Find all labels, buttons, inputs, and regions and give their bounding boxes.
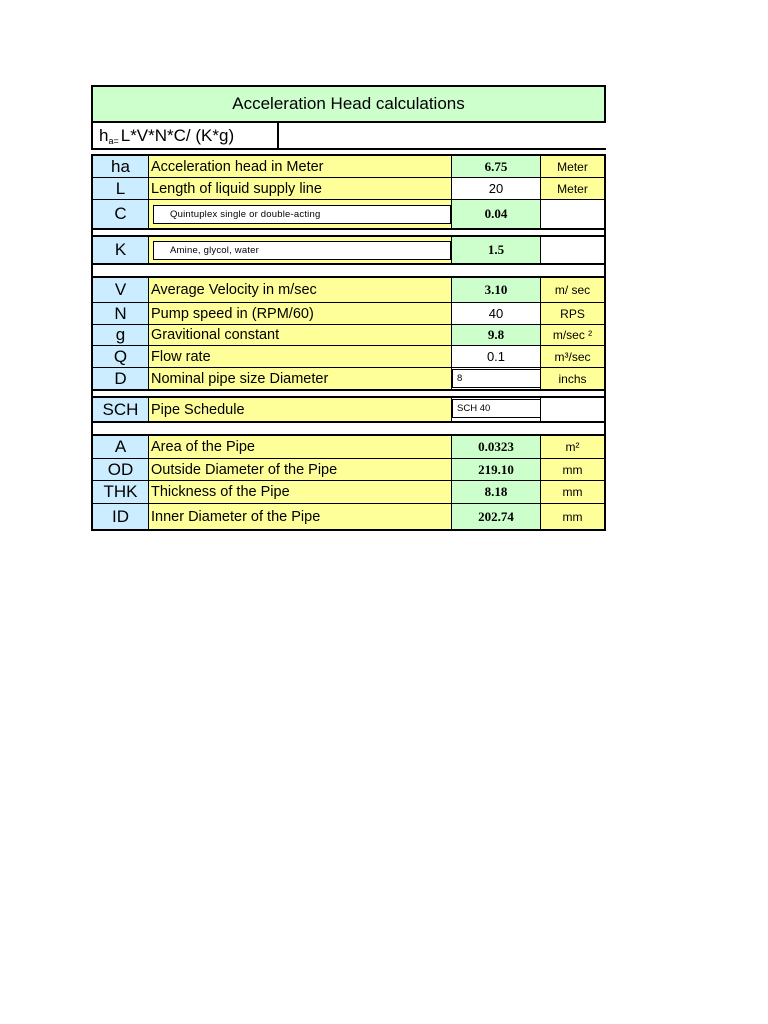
row-THK (93, 481, 604, 504)
row-A (93, 436, 604, 459)
symbol-cell: SCH (93, 398, 149, 421)
formula-cell (93, 123, 279, 148)
value-cell: 0.0323 (452, 436, 541, 458)
formula-h: h (99, 125, 109, 145)
description-cell: Thickness of the Pipe (149, 481, 452, 503)
length-input[interactable]: 20 (452, 178, 541, 199)
description-cell: Flow rate (149, 346, 452, 367)
value-cell: 6.75 (452, 156, 541, 177)
row-g (93, 325, 604, 346)
row-V (93, 278, 604, 303)
symbol-cell: THK (93, 481, 149, 503)
unit-cell: m³/sec (541, 346, 604, 367)
group-head (91, 154, 606, 230)
row-Q (93, 346, 604, 368)
row-ha (93, 156, 604, 178)
symbol-cell: V (93, 278, 149, 302)
unit-cell (541, 237, 604, 263)
value-cell: 8.18 (452, 481, 541, 503)
description-cell: Pump speed in (RPM/60) (149, 303, 452, 324)
unit-cell: mm (541, 481, 604, 503)
symbol-cell: A (93, 436, 149, 458)
group-schedule (91, 396, 606, 423)
value-cell (452, 398, 541, 421)
symbol-cell: g (93, 325, 149, 345)
group-k (91, 235, 606, 265)
symbol-cell: N (93, 303, 149, 324)
unit-cell: Meter (541, 156, 604, 177)
unit-cell: inchs (541, 368, 604, 389)
symbol-cell: Q (93, 346, 149, 367)
description-cell (149, 237, 452, 263)
value-cell: 9.8 (452, 325, 541, 345)
unit-cell (541, 398, 604, 421)
value-cell (452, 368, 541, 389)
row-L (93, 178, 604, 200)
row-C (93, 200, 604, 228)
group-flow (91, 276, 606, 391)
description-cell: Average Velocity in m/sec (149, 278, 452, 302)
row-N (93, 303, 604, 325)
value-cell: 219.10 (452, 459, 541, 480)
unit-cell: m/ sec (541, 278, 604, 302)
description-cell: Inner Diameter of the Pipe (149, 504, 452, 529)
flow-rate-input[interactable]: 0.1 (452, 346, 541, 367)
pump-speed-input[interactable]: 40 (452, 303, 541, 324)
group-pipe (91, 434, 606, 531)
value-cell: 0.04 (452, 200, 541, 228)
unit-cell (541, 200, 604, 228)
pipe-size-dropdown[interactable]: 8 (452, 369, 541, 388)
description-cell: Acceleration head in Meter (149, 156, 452, 177)
unit-cell: RPS (541, 303, 604, 324)
symbol-cell: OD (93, 459, 149, 480)
row-K (93, 237, 604, 263)
value-cell: 202.74 (452, 504, 541, 529)
description-cell: Nominal pipe size Diameter (149, 368, 452, 389)
unit-cell: Meter (541, 178, 604, 199)
row-ID (93, 504, 604, 529)
pipe-schedule-dropdown[interactable]: SCH 40 (452, 399, 541, 418)
unit-cell: mm (541, 504, 604, 529)
formula-expression: L*V*N*C/ (K*g) (120, 125, 235, 145)
description-cell: Area of the Pipe (149, 436, 452, 458)
symbol-cell: ha (93, 156, 149, 177)
symbol-cell: D (93, 368, 149, 389)
liquid-type-dropdown[interactable]: Amine, glycol, water (153, 241, 451, 260)
description-cell: Pipe Schedule (149, 398, 452, 421)
description-cell: Gravitional constant (149, 325, 452, 345)
symbol-cell: C (93, 200, 149, 228)
value-cell: 1.5 (452, 237, 541, 263)
description-cell: Outside Diameter of the Pipe (149, 459, 452, 480)
unit-cell: mm (541, 459, 604, 480)
formula-subscript: a= (108, 135, 119, 146)
sheet-title: Acceleration Head calculations (91, 85, 606, 123)
description-cell: Length of liquid supply line (149, 178, 452, 199)
formula-row (91, 123, 606, 150)
unit-cell: m² (541, 436, 604, 458)
calculation-sheet (91, 85, 606, 531)
description-cell (149, 200, 452, 228)
row-OD (93, 459, 604, 481)
row-D (93, 368, 604, 389)
value-cell: 3.10 (452, 278, 541, 302)
symbol-cell: ID (93, 504, 149, 529)
symbol-cell: K (93, 237, 149, 263)
unit-cell: m/sec ² (541, 325, 604, 345)
symbol-cell: L (93, 178, 149, 199)
row-SCH (93, 398, 604, 421)
pump-type-dropdown[interactable]: Quintuplex single or double-acting (153, 205, 451, 224)
